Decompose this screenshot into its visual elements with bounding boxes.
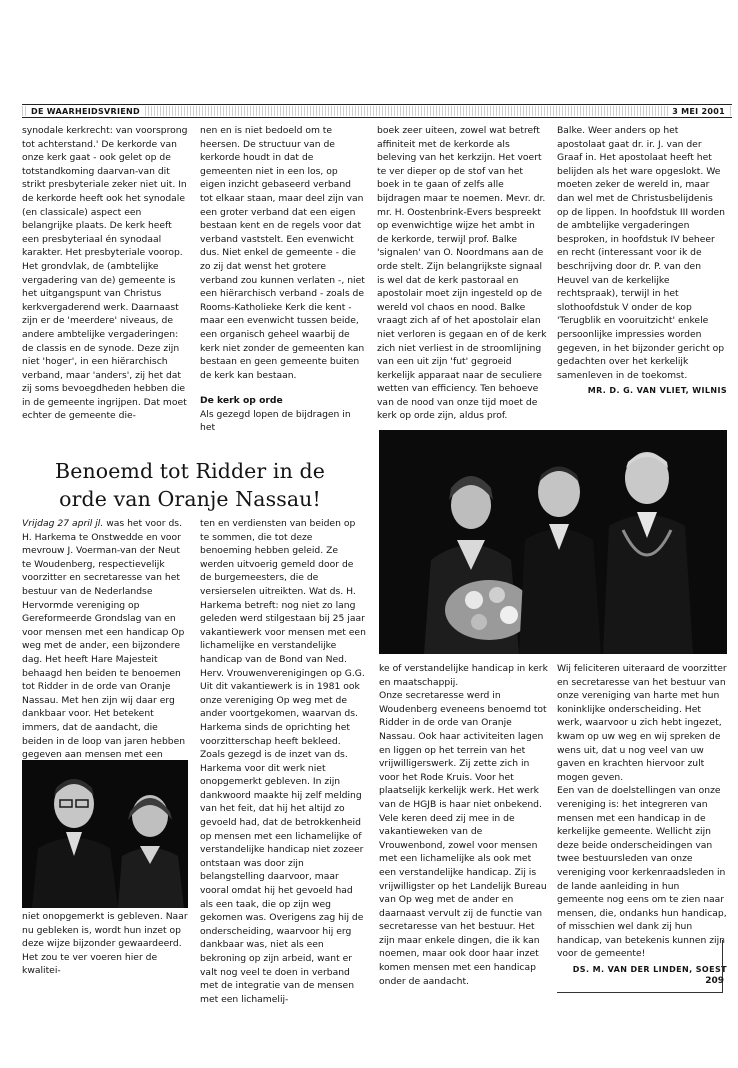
article2-col1-after-photo: niet onopgemerkt is gebleven. Naar nu gebleken is, wordt hun inzet op deze wijze bijzonder gewaardeerd. Het zou te ver voeren hier de kwalitei- bbox=[22, 911, 188, 977]
page-number: 209 bbox=[705, 976, 724, 986]
photo-two-honorees-image bbox=[22, 760, 188, 908]
article1-col2-after: Als gezegd lopen de bijdragen in het bbox=[200, 408, 351, 434]
article1-signature: MR. D. G. VAN VLIET, WILNIS bbox=[587, 386, 727, 396]
article1-col1-text: synodale kerkrecht: van voorsprong tot achterstand.' De kerkorde van onze kerk gaat - ook gelet op de totstandkoming daarvan-van dit strikt presbyteriale zeker niet uit. In de kerkorde heeft ook het synodale (en classicale) aspect een belangrijke plaats. De kerk heeft een presbyteriaal én synodaal karakter. Het presbyteriale voorop. Het grondvlak, de (ambtelijke vergadering van de) gemeente is het uitgangspunt van Christus kerkvergaderend werk. Daarnaast zijn er de 'meerdere' niveaus, de andere ambtelijke vergaderingen: de classis en de synode. Deze zijn niet 'hoger', in een hiërarchisch verband, maar 'anders', zij het dat zij soms bevoegdheden hebben die in de gemeente ingrijpen. Dat moet echter de gemeente die- bbox=[22, 125, 188, 422]
article2-col2-para2: Zoals gezegd is de inzet van ds. Harkema voor dit werk niet onopgemerkt gebleven. In zijn dankwoord maakte hij zelf melding van het feit, dat hij het altijd zo gevoeld had, dat de betrokkenheid op mensen met een lichamelijke of verstandelijke handicap niet zozeer ontstaan was door zijn belangstelling daarvoor, maar vooral omdat hij het gevoeld had als een taak, die op zijn weg gekomen was. Overigens zag hij de onderscheiding, waarvoor hij erg dankbaar was, niet als een bekroning op zijn arbeid, want er valt nog veel te doen in verband met de integratie van de mensen met een lichamelij- bbox=[200, 749, 364, 1005]
photo-three-honorees bbox=[379, 430, 727, 654]
article1-column-2 bbox=[200, 124, 366, 434]
photo-three-honorees-image bbox=[379, 430, 727, 654]
article2-column-3 bbox=[379, 662, 549, 987]
issue-date: 3 MEI 2001 bbox=[669, 106, 728, 117]
article2-column-4 bbox=[557, 662, 727, 975]
header-rule-bottom bbox=[22, 117, 732, 118]
article2-signature: DS. M. VAN DER LINDEN, SOEST bbox=[572, 965, 727, 975]
header-rule-top bbox=[22, 104, 732, 105]
publication-name: DE WAARHEIDSVRIEND bbox=[28, 106, 143, 117]
article2-col2-text: ten en verdiensten van beiden op te sommen, die tot deze benoeming hebben geleid. Ze werden uitvoerig gemeld door de de burgemeesters, die de versierselen uitreikten. Wat ds. H. Harkema betreft: nog niet zo lang geleden werd stilgestaan bij 25 jaar vakantiewerk voor mensen met een lichamelijke en verstandelijke handicap van de Bond van Ned. Herv. Vrouwenverenigingen op G.G. Uit dit vakantiewerk is in 1981 ook onze vereniging Op weg met de ander voortgekomen, waarvan ds. Harkema sinds de oprichting het voorzitterschap heeft bekleed. bbox=[200, 518, 366, 747]
corner-rule-horizontal bbox=[557, 992, 723, 993]
article2-col4-text: Wij feliciteren uiteraard de voorzitter en secretaresse van het bestuur van onze vereniging van harte met hun koninklijke onderscheiding. Het werk, waarvoor u zich hebt ingezet, kwam op uw weg en wij spreken de wens uit, dat u nog veel van uw gaven en krachten hiervoor zult mogen geven. bbox=[557, 663, 727, 783]
article2-dateline: Vrijdag 27 april jl. bbox=[22, 518, 104, 529]
article1-col2-text: nen en is niet bedoeld om te heersen. De structuur van de kerkorde houdt in dat de gemeenten niet in een los, op eigen inzicht gebaseerd verband tot elkaar staan, maar deel zijn van een groter verband dat een eigen bestaan kent en de regels voor dat verband vaststelt. Een evenwicht dus. Niet enkel de gemeente - die zo zij dat wenst het grotere verband zou kunnen verlaten -, niet een hiërarchisch verband - zoals de Rooms-Katholieke Kerk die kent - maar een evenwicht tussen beide, een organisch geheel waarbij de kerk niet zonder de gemeenten kan bestaan en geen gemeente buiten de kerk kan bestaan. bbox=[200, 125, 365, 381]
article1-col3-text: boek zeer uiteen, zowel wat betreft affiniteit met de kerkorde als beleving van het kerkzijn. Het voert te ver dieper op de stof van het boek in te gaan of zelfs alle bijdragen maar te noemen. Mevr. dr. mr. H. Oostenbrink-Evers bespreekt op evenwichtige wijze het ambt in de kerkorde, terwijl prof. Balke 'signalen' van O. Noordmans aan de orde stelt. Zijn belangrijkste signaal is wel dat de kerk pastoraal en apostolair moet zijn ingesteld op de wereld vol chaos en nood. Balke vraagt zich af of het apostolair elan niet verloren is gegaan en of de kerk zich niet verliest in de stroomlijning van een uit zijn 'fut' gegroeid kerkelijk apparaat naar de seculiere wetten van efficiency. Ten behoeve van de nood van onze tijd moet de kerk op orde zijn, aldus prof. bbox=[377, 125, 547, 422]
article2-headline: Benoemd tot Ridder in de orde van Oranje Nassau! bbox=[55, 459, 325, 511]
article1-subheading: De kerk op orde bbox=[200, 395, 283, 407]
article1-col4-text: Balke. Weer anders op het apostolaat gaat dr. ir. J. van der Graaf in. Het apostolaat heeft het belijden als het ware opgeslokt. We moeten zeker de wereld in, maar dan wel met de Christusbelijdenis op de lippen. In hoofdstuk III worden de ambtelijke vergaderingen besproken, in hoofdstuk IV beheer en recht (interessant voor ik de beschrijving door dr. P. van den Heuvel van de kerkelijke rechtspraak), terwijl in het slothoofdstuk V onder de kop 'Terugblik en vooruitzicht' enkele persoonlijke impressies worden gegeven, in het bijzonder gericht op gedachten over het kerkelijk samenleven in de toekomst. bbox=[557, 125, 726, 381]
article2-col1-para bbox=[22, 517, 188, 775]
article2-col3-para2: Onze secretaresse werd in Woudenberg eveneens benoemd tot Ridder in de orde van Oranje Nassau. Ook haar activiteiten lagen en liggen op het terrein van het vrijwilligerswerk. Zij zette zich in voor het Rode Kruis. Voor het plaatselijk kerkelijk werk. Het werk van de HGJB is haar niet onbekend. Vele keren deed zij mee in de vakantieweken van de Vrouwenbond, zowel voor mensen met een lichamelijke als ook met een verstandelijke handicap. Zij is vrijwilligster op het Landelijk Bureau van Op weg met de ander en daarnaast vervult zij de functie van secretaresse van het bestuur. Het zijn maar enkele dingen, die ik kan noemen, maar ook door haar inzet komen mensen met een handicap onder de aandacht. bbox=[379, 690, 547, 987]
article2-col4-para2: Een van de doelstellingen van onze vereniging is: het integreren van mensen met een handicap in de kerkelijke gemeente. Wellicht zijn deze beide onderscheidingen van twee bestuursleden van onze vereniging voor kerkenraadsleden in de lande aanleiding in hun gemeente nog eens om te zien naar mensen, die, ondanks hun handicap, of misschien wel dank zij hun handicap, van betekenis kunnen zijn voor de gemeente! bbox=[557, 785, 727, 960]
article2-column-2 bbox=[200, 517, 366, 1005]
article2-col1-text: was het voor ds. H. Harkema te Onstwedde en voor mevrouw J. Voerman-van der Neut te Woudenberg, respectievelijk voorzitter en secretaresse van het bestuur van de Nederlandse Hervormde vereniging op Gereformeerde Grondslag van en voor mensen met een handicap Op weg met de ander, een bijzondere dag. Het heeft Hare Majesteit behaagd hen beiden te benoemen tot Ridder in de orde van Oranje Nassau. Met hen zijn wij daar erg dankbaar voor. Het betekent immers, dat de aandacht, die beiden in de loop van jaren hebben gegeven aan mensen met een bbox=[22, 518, 186, 761]
article1-column-1 bbox=[22, 124, 188, 422]
article2-col3-text: ke of verstandelijke handicap in kerk en maatschappij. bbox=[379, 663, 548, 688]
photo-two-honorees bbox=[22, 760, 188, 908]
article2-column-1-continued bbox=[22, 910, 188, 980]
article2-column-1 bbox=[22, 517, 188, 761]
article1-column-3 bbox=[377, 124, 547, 422]
article1-column-4 bbox=[557, 124, 727, 396]
